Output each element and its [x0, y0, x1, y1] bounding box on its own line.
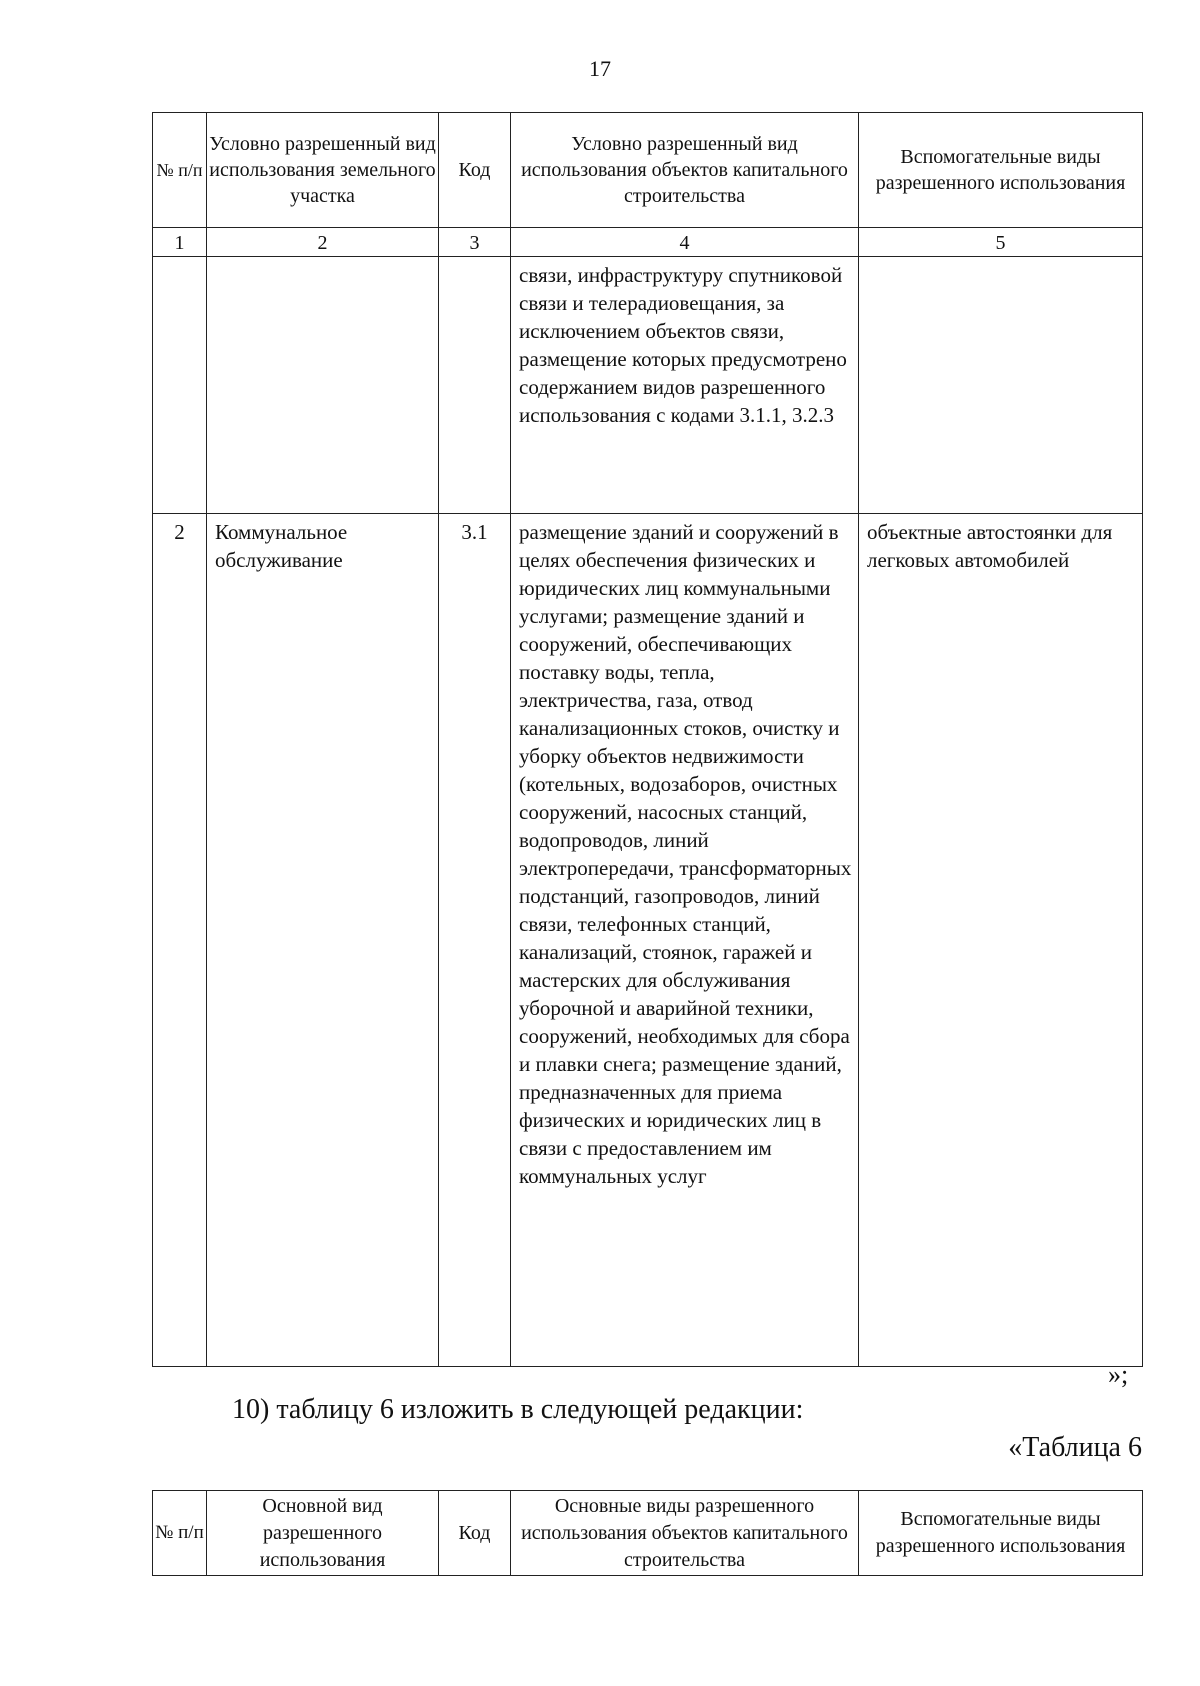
row-auxiliary-uses: объектные автостоянки для легковых автомобилей: [859, 514, 1143, 1367]
row-description: связи, инфраструктуру спутниковой связи и телерадиовещания, за исключением объектов связи, размещение которых предусмотрено содержанием видов разрешенного использования с кодами 3.1.1, 3.2.3: [511, 257, 859, 514]
column-number: 3: [439, 228, 511, 257]
row-description: размещение зданий и сооружений в целях обеспечения физических и юридических лиц коммунальными услугами; размещение зданий и сооружений, обеспечивающих поставку воды, тепла, электричества, газа, отвод канализационных стоков, очистку и уборку объектов недвижимости (котельных, водозаборов, очистных сооружений, насосных станций, водопроводов, линий электропередачи, трансформаторных подстанций, газопроводов, линий связи, телефонных станций, канализаций, стоянок, гаражей и мастерских для обслуживания уборочной и аварийной техники, сооружений, необходимых для сбора и плавки снега; размещение зданий, предназначенных для приема физических и юридических лиц в связи с предоставлением им коммунальных услуг: [511, 514, 859, 1367]
header-construction-use-type: Условно разрешенный вид использования объектов капитального строительства: [511, 113, 859, 228]
table-6-label: «Таблица 6: [1008, 1432, 1142, 1463]
row-land-use-type: Коммунальное обслуживание: [207, 514, 439, 1367]
table-6-header: [152, 1490, 1143, 1576]
row-number: 2: [153, 514, 207, 1367]
header-main-use-type: Основной вид разрешенного использования: [207, 1491, 439, 1576]
column-number: 5: [859, 228, 1143, 257]
header-code: Код: [439, 113, 511, 228]
page-number: 17: [589, 56, 611, 81]
header-auxiliary-uses: Вспомогательные виды разрешенного использования: [859, 1491, 1143, 1576]
table-header-row: [153, 113, 1143, 228]
column-number-row: [153, 228, 1143, 257]
column-number: 1: [153, 228, 207, 257]
table-row: [153, 514, 1143, 1367]
column-number: 2: [207, 228, 439, 257]
row-number: [153, 257, 207, 514]
header-main-construction-uses: Основные виды разрешенного использования объектов капитального строительства: [511, 1491, 859, 1576]
amendment-item-10: 10) таблицу 6 изложить в следующей редакции:: [232, 1394, 804, 1425]
table-row: [153, 257, 1143, 514]
row-land-use-type: [207, 257, 439, 514]
column-number: 4: [511, 228, 859, 257]
closing-quote-mark: »;: [1108, 1360, 1129, 1389]
row-code: 3.1: [439, 514, 511, 1367]
land-use-table-continued: [152, 112, 1143, 1367]
header-code: Код: [439, 1491, 511, 1576]
row-auxiliary-uses: [859, 257, 1143, 514]
header-auxiliary-uses: Вспомогательные виды разрешенного использования: [859, 113, 1143, 228]
header-land-use-type: Условно разрешенный вид использования земельного участка: [207, 113, 439, 228]
header-number: № п/п: [153, 1491, 207, 1576]
row-code: [439, 257, 511, 514]
header-number: № п/п: [153, 113, 207, 228]
table-header-row: [153, 1491, 1143, 1576]
